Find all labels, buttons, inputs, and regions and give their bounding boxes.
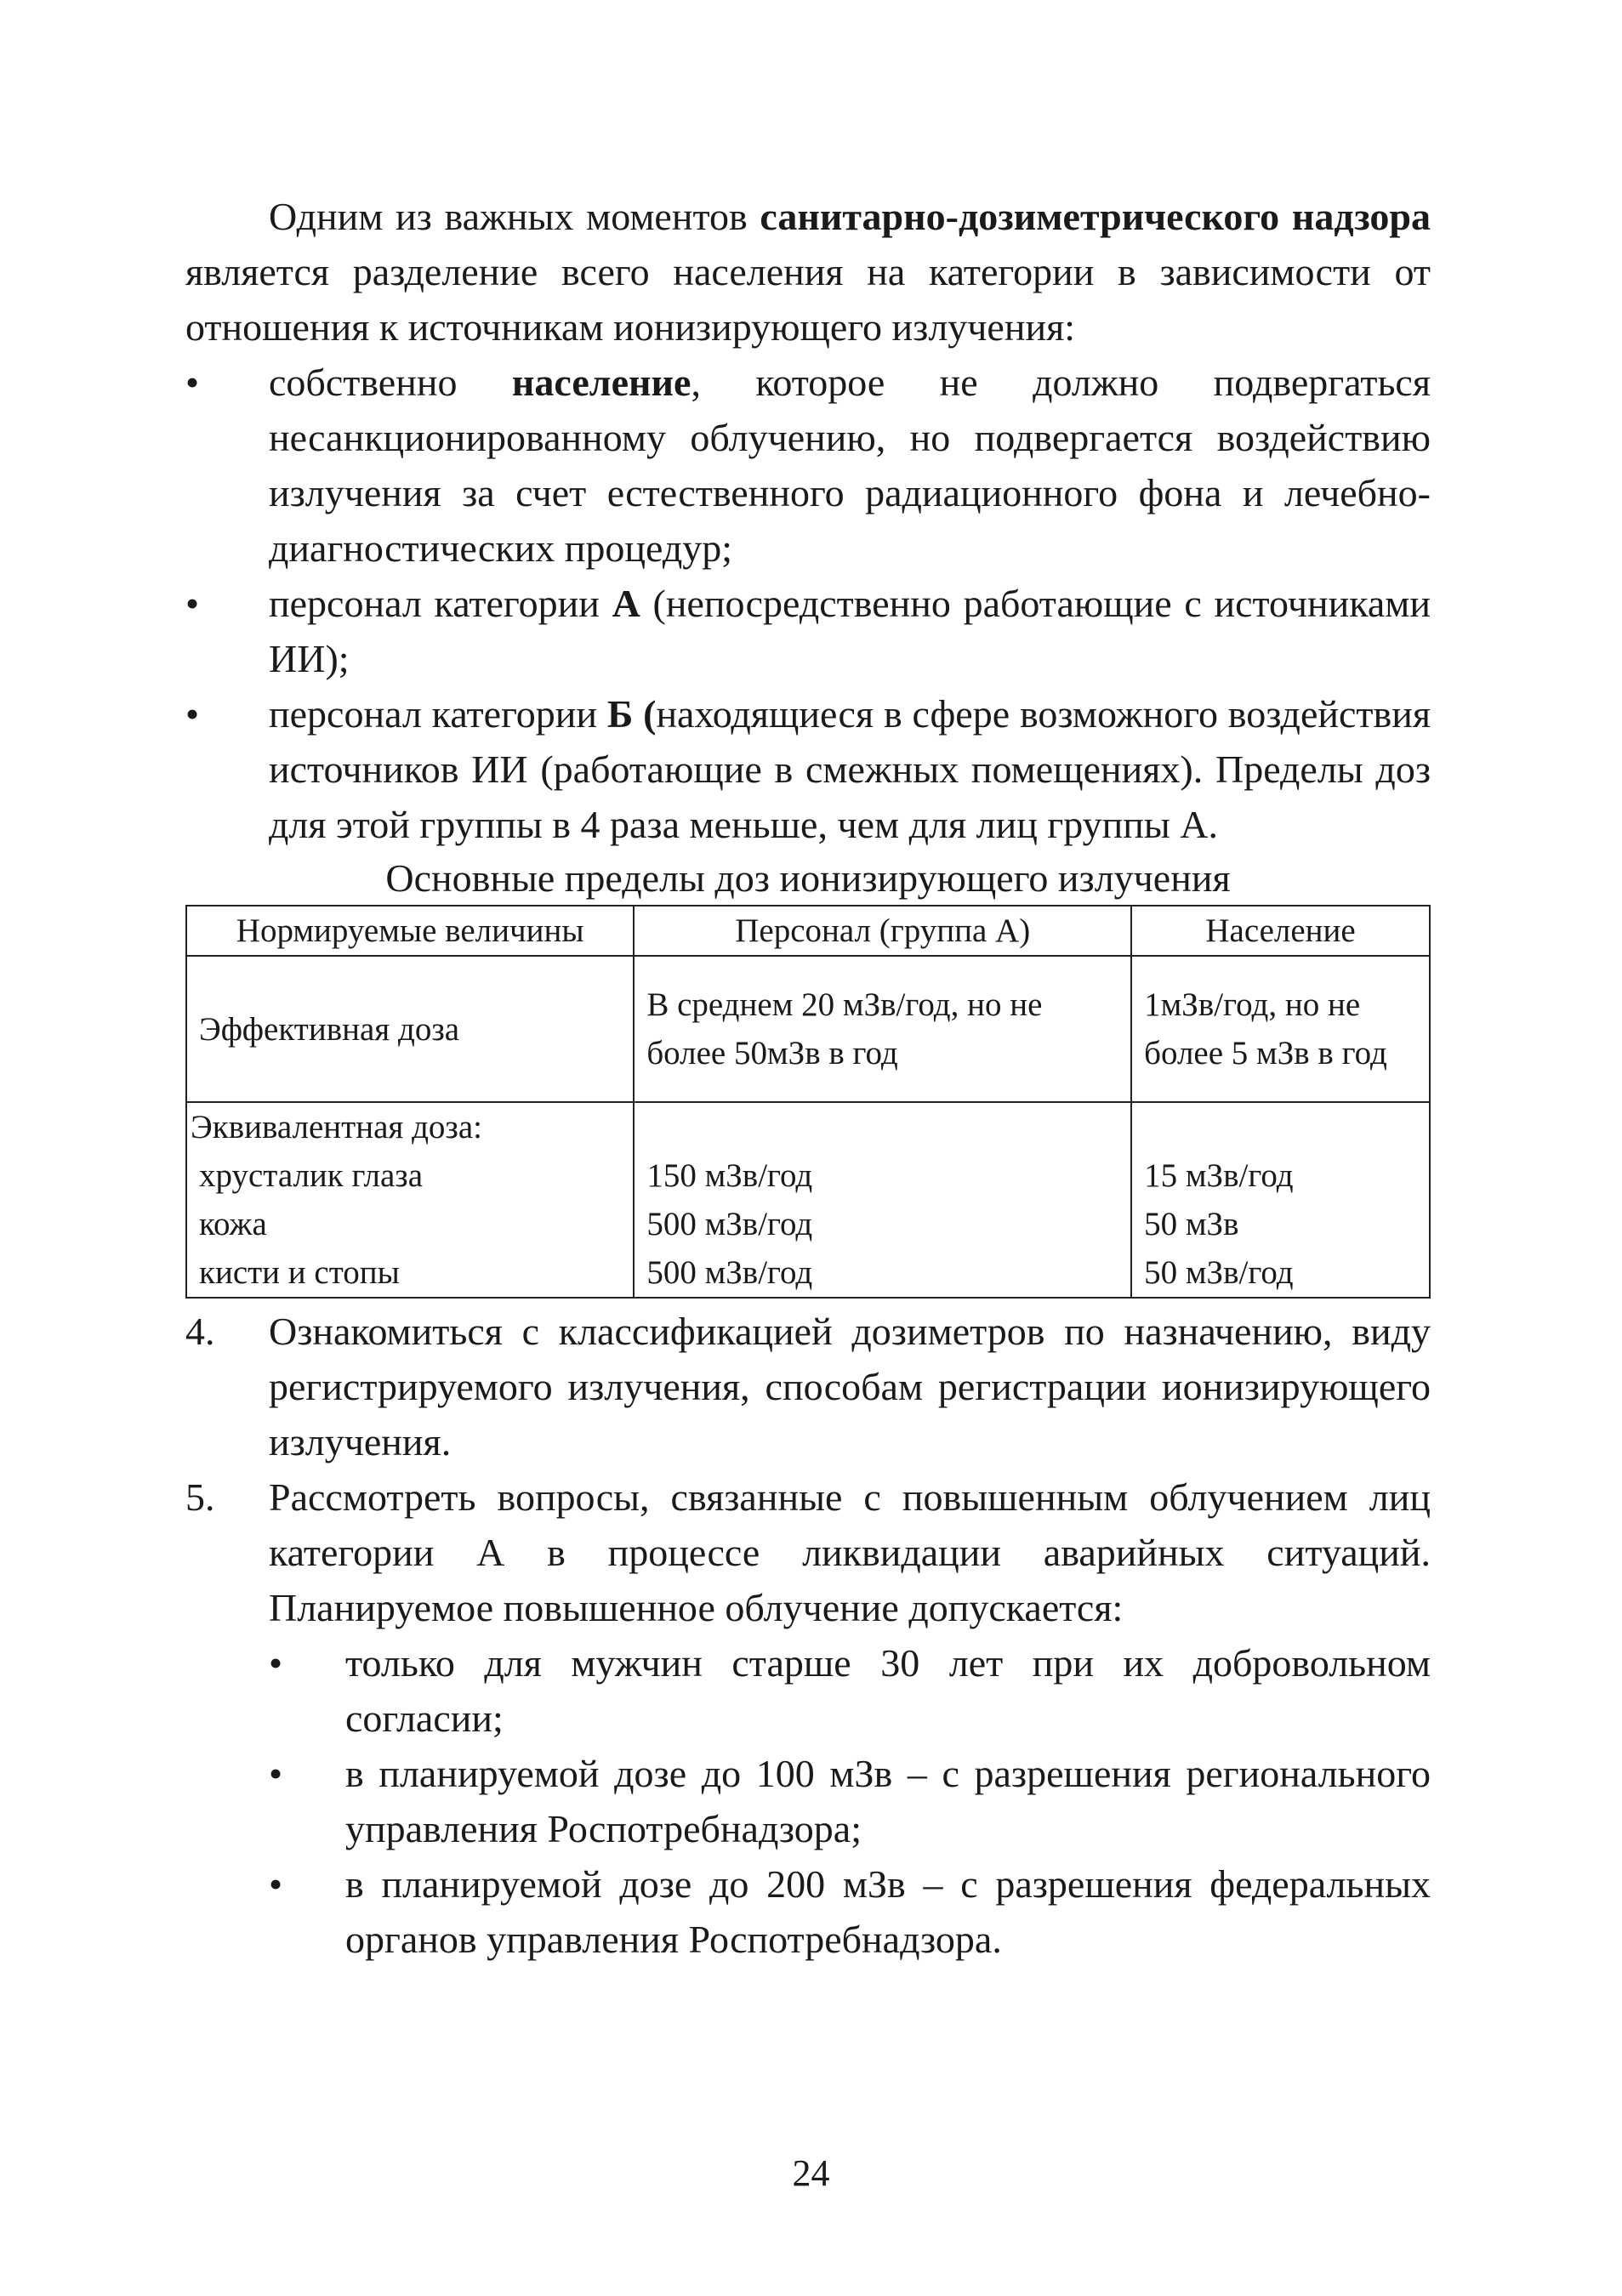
item-text-post: находящиеся в сфере возможного воздействия источников ИИ (работающие в смежных помещениях). Пределы доз для этой группы в 4 раза меньше, чем для лиц группы А. (269, 692, 1431, 846)
list-item (185, 1469, 1431, 1635)
bullet-mark: • (185, 361, 200, 404)
table-caption: Основные пределы доз ионизирующего излучения (385, 856, 1231, 900)
table-row (186, 956, 1430, 1102)
dose-limits-table (185, 905, 1431, 1299)
condition-text: в планируемой дозе до 200 мЗв – с разрешения федеральных органов управления Роспотребнадзора. (345, 1862, 1431, 1961)
bullet-mark: • (269, 1862, 283, 1906)
item-text-bold: население (511, 361, 691, 404)
item-text-bold: А (612, 582, 640, 625)
dose-value: 500 мЗв/год (646, 1254, 813, 1291)
list-item (269, 1635, 1431, 1746)
header-public: Население (1131, 906, 1430, 956)
bullet-mark: • (269, 1641, 283, 1685)
intro-text-1: Одним из важных моментов (269, 195, 760, 238)
step-text: Рассмотреть вопросы, связанные с повышенным облучением лиц категории А в процессе ликвидации аварийных ситуаций. Планируемое повышенное облучение допускается: (269, 1475, 1431, 1629)
row-equivalent-labels (186, 1102, 634, 1298)
row-equivalent-personnel (634, 1102, 1131, 1298)
item-text-post: (непосредственно работающие с источниками ИИ); (269, 582, 1431, 680)
exposure-conditions-list (185, 1635, 1431, 1967)
list-item (185, 1304, 1431, 1469)
item-text-bold: Б ( (606, 692, 657, 736)
intro-text-2: является разделение всего населения на категории в зависимости от отношения к источникам ионизирующего излучения: (185, 250, 1431, 349)
list-item (185, 576, 1431, 686)
organ-label: кожа (199, 1206, 267, 1242)
bullet-mark: • (185, 582, 200, 625)
step-text: Ознакомиться с классификацией дозиметров по назначению, виду регистрируемого излучения, способам регистрации ионизирующего излучения. (269, 1310, 1431, 1463)
dose-value: 50 мЗв/год (1144, 1254, 1294, 1291)
item-text-pre: персонал категории (269, 692, 607, 736)
condition-text: только для мужчин старше 30 лет при их добровольном согласии; (345, 1641, 1431, 1740)
dose-value: 150 мЗв/год (646, 1157, 813, 1194)
table-row (186, 1102, 1430, 1298)
item-text-pre: персонал категории (269, 582, 612, 625)
task-steps-list (185, 1304, 1431, 1635)
row-effective-public: 1мЗв/год, но не более 5 мЗв в год (1131, 956, 1430, 1102)
organ-label: хрусталик глаза (199, 1157, 424, 1194)
dose-value: 500 мЗв/год (646, 1206, 813, 1242)
dose-value: 50 мЗв (1144, 1206, 1239, 1242)
step-number: 5. (185, 1475, 215, 1519)
table-header-row (186, 906, 1430, 956)
page-number: 24 (792, 2152, 830, 2194)
row-effective-personnel: В среднем 20 мЗв/год, но не более 50мЗв в год (634, 956, 1131, 1102)
list-item (269, 1856, 1431, 1967)
condition-text: в планируемой дозе до 100 мЗв – с разрешения регионального управления Роспотребнадзора; (345, 1752, 1431, 1850)
step-number: 4. (185, 1310, 215, 1353)
header-quantity: Нормируемые величины (186, 906, 634, 956)
intro-paragraph (185, 189, 1431, 355)
intro-bold-term: санитарно-дозиметрического надзора (760, 195, 1431, 238)
dose-value: 15 мЗв/год (1144, 1157, 1294, 1194)
page-content (185, 189, 1431, 1967)
organ-label: кисти и стопы (199, 1254, 400, 1291)
list-item (185, 686, 1431, 852)
equivalent-dose-heading: Эквивалентная доза: (191, 1109, 482, 1145)
item-text-pre: собственно (269, 361, 512, 404)
bullet-mark: • (269, 1752, 283, 1795)
list-item (185, 355, 1431, 576)
row-effective-label: Эффективная доза (186, 956, 634, 1102)
header-personnel: Персонал (группа А) (634, 906, 1131, 956)
list-item (269, 1746, 1431, 1856)
item-text-post: , которое не должно подвергаться несанкционированному облучению, но подвергается воздействию излучения за счет естественного радиационного фона и лечебно-диагностических процедур; (269, 361, 1431, 570)
bullet-mark: • (185, 692, 200, 736)
population-categories-list (185, 355, 1431, 852)
row-equivalent-public (1131, 1102, 1430, 1298)
